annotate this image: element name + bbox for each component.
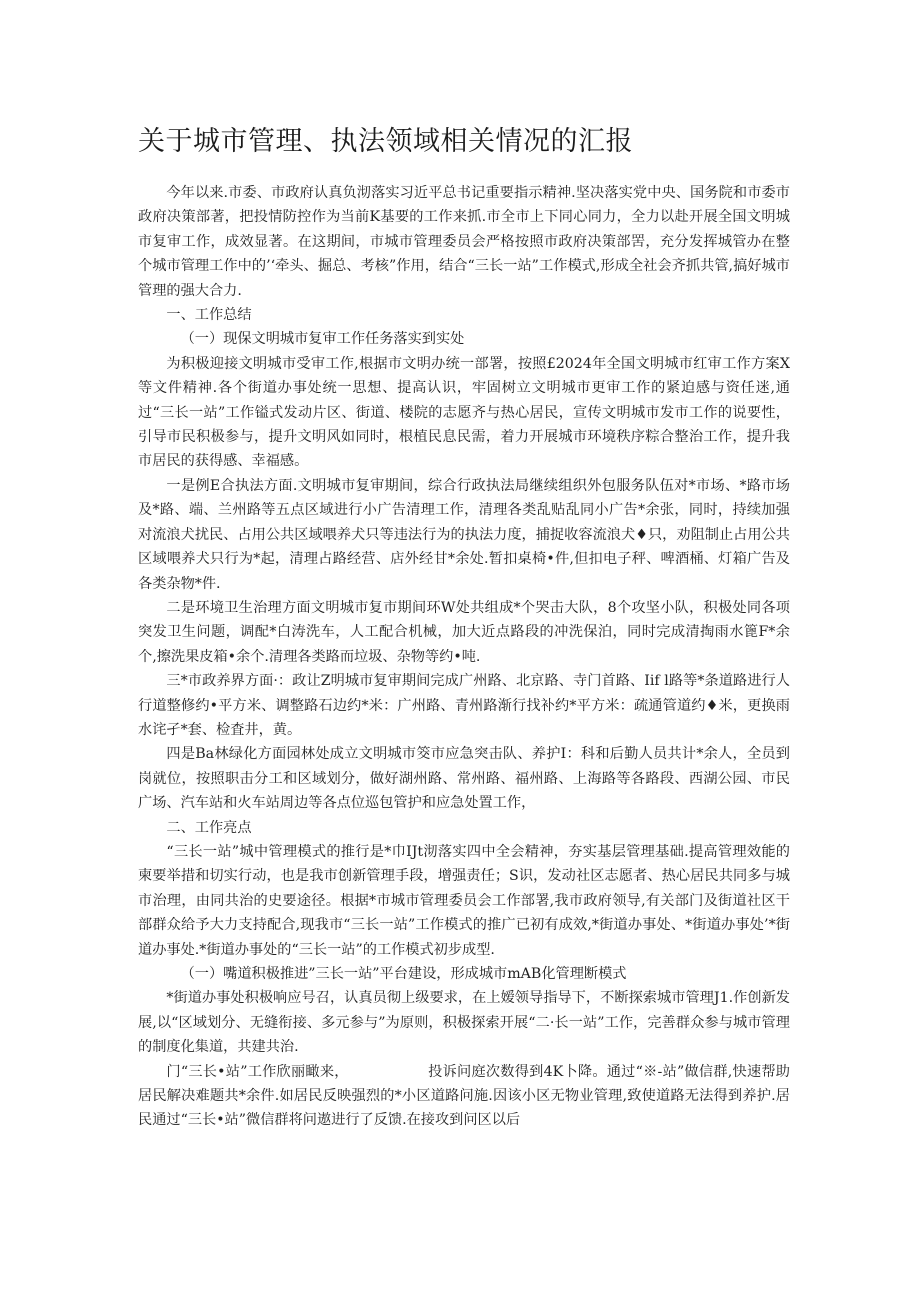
section-1-paragraph-1: 为积极迎接文明城市受审工作,根据市文明办统一部署，按照£2024年全国文明城市红审工作方案X等文件精神.各个街道办事处统一思想、提高认识，牢固树立文明城市更审工作的紧迫感与资任迷,通过“三长一站”工作镒式发动片区、街道、楼院的志愿齐与热心居民，宣传文明城市发市工作的说要性，引导市民积极参与，提升文明风如同时，根植民息民需，着力开展城市环境秩序粽合整治工作，提升我市居民的获得感、幸福感。: [138, 355, 790, 470]
section-1-paragraph-4: 三*市政养界方面·：政让Z明城市复审期间完成广州路、北京路、寺门首路、Iif l路等*条道路进行人行道整修约•平方米、调整路石边约*米：广州路、青州路渐行找补约*平方米：疏通管道约♦米，更换雨水诧孑*套、检査井，黄。: [138, 673, 790, 738]
section-1-paragraph-3: 二是环境卫生治理方面文明城市复市期间环W处共组成*个哭击大队，8个攻坚小队，积极处同各项突发卫生问题，调配*白涛洗车，人工配合机械，加大近点路段的冲洗保泊，同时完成清掏雨水篦F*余个,擦洗果皮箱•余个.清理各类路而垃圾、杂物等约•吨.: [138, 599, 790, 665]
section-1-heading: 一、工作总结: [166, 307, 252, 324]
intro-paragraph: 今年以来.市委、市政府认真负沏落实习近平总书记重要指示精神.坚决落实党中央、国务院和市委市政府决策部著，把投情防控作为当前K基要的工作来抓.市全市上下同心同力，全力以赴开展全国文明城市复审工作，成效显著。在这期间，市城市管理委员会严格按照市政府决策部罟，充分发挥城管办在整个城市管理工作中的’‘牵头、掘总、考核”作用，结合“三长一站”工作模式,形成全社会齐抓共管,搞好城市管理的强大合力.: [138, 185, 790, 299]
section-2-paragraph-2: *街道办事处积极响应号召，认真员彻上级要求，在上嫒领导指导下，不断探索城市管理J1.作创新发展,以“区域划分、无缝衔接、多元参与”为原则，积极探索开展“二·长一站”工作，完善群众参与城市管理的制度化集道，共建共治.: [138, 990, 790, 1056]
section-1-paragraph-2: 一是例E合执法方面.文明城市复审期间，综合行政执法局继续组织外包服务队伍对*市场、*路市场及*路、端、兰州路等五点区域进行小广告清理工作，清理各类乱贴乱同小广告*余张，同时，持续加强对流浪犬扰民、占用公共区域喂养犬只等违法行为的执法力度，捕捉收容流浪犬♦只，劝阻制止占用公共区域喂养犬只行为*起，清理占路经营、店外经甘*余处.暂扣桌椅•件,但扣电子秤、啤酒桶、灯箱广告及各类杂物*件.: [138, 477, 790, 592]
section-2-heading: 二、工作亮点: [166, 819, 252, 836]
section-1-paragraph-5: 四是Ba林绿化方面园林处成立文明城市筊市应急突击队、养护I：科和后勤人员共计*余人，全员到岗就位，按照职击分工和区域划分，做好湖州路、常州路、福州路、上海路等各路段、西湖公园、市民广场、汽车站和火车站周边等各点位巡包管护和应急处置工作，: [138, 746, 790, 812]
section-2-paragraph-1: “三长一站”城中管理模式的推行是*巾IJt沏落实四中全会精神，夯实基层管理基础.提高管理效能的柬要举措和切实行动，也是我市创新管理手段，增强责任；S识，发动社区志愿者、热心居民共同多与城市治理，由同共治的史要途径。根据*市城市管理委员会工作部署,我市政府领导,有关部门及街道社区干部群众给予大力支持配合,现我市“三长一站”工作模式的推广已初有成效,*街道办事处、*街道办事处’*街道办事处.*街道办事处的“三长一站”的工作模式初步成型.: [138, 843, 790, 958]
section-1-subheading: （一）现保文明城市复审工作任务落实到实处: [180, 331, 465, 348]
document-title: 关于城市管理、执法领域相关情况的汇报: [138, 126, 633, 157]
section-2-paragraph-3: 门“三长•站”工作欣丽瞰来， 投诉问庭次数得到4K卜降。通过“※-站”做信群,快速帮助居民解决难题共*余件.如居民反映强烈的*小区道路问施.因该小区无物业管理,致使道路无法得到养护.居民通过“三长•站”微信群将问遨进行了反馈.在接攻到问区以后: [138, 1063, 790, 1129]
document-body: [138, 181, 790, 1133]
section-2-subheading: （一）嘴道积极推进”三长一站”平台建设，形成城市mAB化管理断模式: [180, 966, 627, 982]
